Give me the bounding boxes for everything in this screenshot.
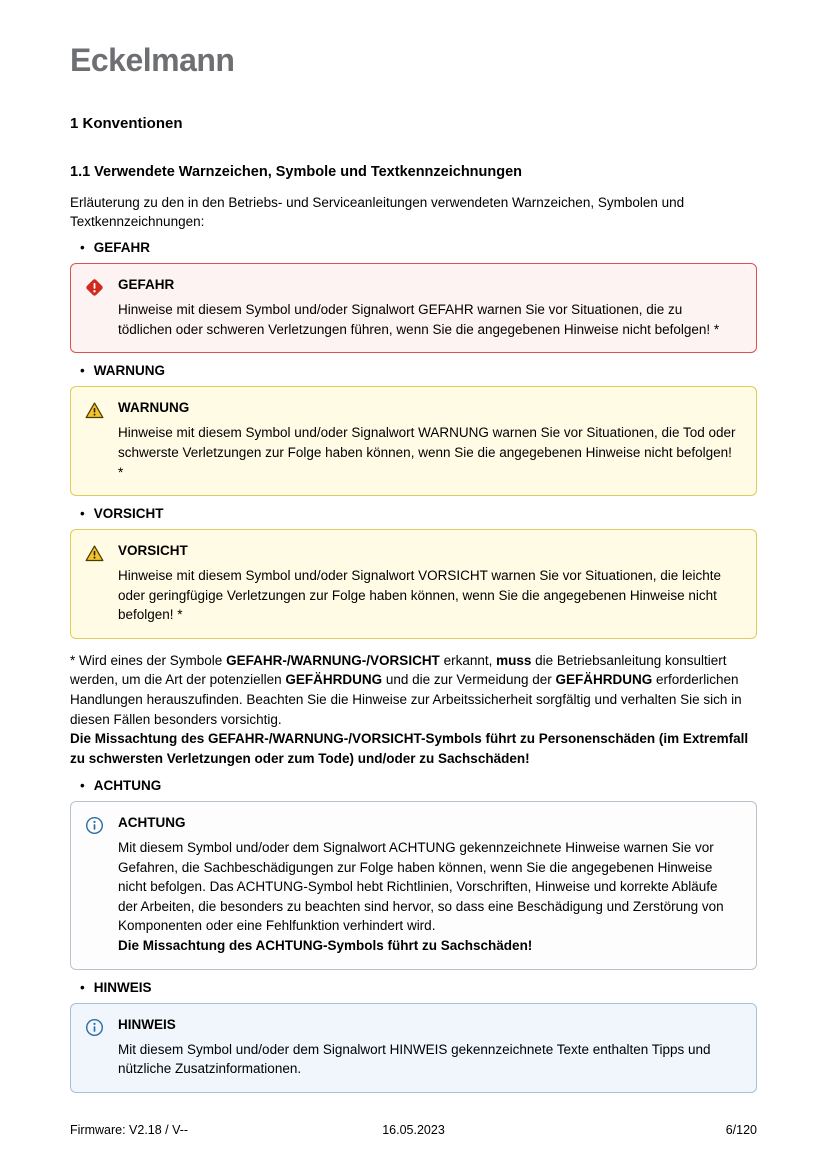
eckelmann-logo: Eckelmann (70, 42, 235, 78)
danger-diamond-icon (85, 277, 105, 339)
footer-page-number: 6/120 (725, 1123, 757, 1137)
warnung-callout (70, 386, 757, 496)
intro-paragraph: Erläuterung zu den in den Betriebs- und Serviceanleitungen verwendeten Warnzeichen, Symbolen und Textkennzeichnungen: (70, 195, 685, 230)
footnote-segment: GEFAHR-/WARNUNG-/VORSICHT (226, 652, 440, 668)
chapter-heading: 1 Konventionen (70, 115, 183, 132)
bullet-item-warnung (80, 363, 757, 378)
footnote-segment: muss (496, 652, 532, 668)
callout-title: WARNUNG (118, 400, 190, 416)
callout-title: HINWEIS (118, 1016, 176, 1032)
callout-body: Hinweise mit diesem Symbol und/oder Signalwort GEFAHR warnen Sie vor Situationen, die zu tödlichen oder schweren Verletzungen führen, wenn Sie die angegebenen Hinweise nicht befolgen! * (118, 302, 720, 337)
section-heading: 1.1 Verwendete Warnzeichen, Symbole und Textkennzeichnungen (70, 164, 523, 180)
footnote-segment: erforderlichen Handlungen herauszufinden. Beachten Sie die Hinweise zur Arbeitssicherheit sorgfältig und verhalten Sie sich in diesen Fällen besonders vorsichtig. (70, 672, 742, 727)
callout-content (118, 1017, 740, 1079)
callout-title: ACHTUNG (118, 815, 186, 831)
footnote-segment: GEFÄHRDUNG (555, 672, 653, 688)
footnote-segment: erkannt, (439, 652, 497, 668)
footnote-segment: und die zur Vermeidung der (382, 672, 556, 688)
bullet-item-vorsicht (80, 506, 757, 521)
callout-body-bold: Die Missachtung des ACHTUNG-Symbols führt zu Sachschäden! (118, 938, 533, 953)
callout-content (118, 277, 740, 339)
callout-body: Mit diesem Symbol und/oder dem Signalwort ACHTUNG gekennzeichnete Hinweise warnen Sie vor Gefahren, die Sachbeschädigungen zur Folge haben können, wenn Sie die angegebenen Hinweise nicht befolgen. Das ACHTUNG-Symbol hebt Richtlinien, Vorschriften, Hinweise und korrekte Abläufe der Arbeiten, die besonders zu beachten sind hervor, so dass eine Beschädigung und Zerstörung von Komponenten oder eine Fehlfunktion verhindert wird. (118, 840, 724, 934)
footnote-segment: die Betriebsanleitung konsultiert werden, um die Art der potenziellen (70, 652, 727, 688)
footnote-segment: * Wird eines der Symbole (70, 652, 227, 668)
callout-body: Mit diesem Symbol und/oder dem Signalwort HINWEIS gekennzeichnete Texte enthalten Tipps und nützliche Zusatzinformationen. (118, 1041, 711, 1077)
achtung-callout (70, 801, 757, 969)
callout-title: VORSICHT (118, 543, 188, 559)
vorsicht-callout (70, 529, 757, 639)
gefahr-callout (70, 263, 757, 353)
bullet-item-gefahr (80, 240, 757, 255)
bullet-label: • ACHTUNG (93, 778, 162, 794)
callout-content (118, 400, 740, 482)
bullet-label: • WARNUNG (93, 363, 165, 379)
info-circle-icon (85, 815, 105, 955)
callout-content (118, 815, 740, 955)
footnote-block (70, 651, 757, 768)
callout-title: GEFAHR (118, 277, 175, 293)
callout-content (118, 543, 740, 625)
page-footer (70, 1123, 757, 1139)
footnote-segment: GEFÄHRDUNG (285, 672, 383, 688)
footnote-paragraph (70, 651, 757, 729)
footnote-bold-paragraph: Die Missachtung des GEFAHR-/WARNUNG-/VORSICHT-Symbols führt zu Personenschäden (im Extremfall zu schwersten Verletzungen oder zum Tode) und/oder zu Sachschäden! (70, 731, 749, 766)
warning-triangle-icon (85, 543, 105, 625)
footer-date: 16.05.2023 (382, 1123, 445, 1137)
bullet-item-hinweis (80, 980, 757, 995)
callout-body: Hinweise mit diesem Symbol und/oder Signalwort VORSICHT warnen Sie vor Situationen, die leichte oder geringfügige Verletzungen zur Folge haben können, wenn Sie die angegebenen Hinweise nicht befolgen! * (118, 568, 722, 623)
bullet-item-achtung (80, 778, 757, 793)
footer-firmware: Firmware: V2.18 / V-- (70, 1123, 189, 1137)
warning-triangle-icon (85, 400, 105, 482)
callout-body: Hinweise mit diesem Symbol und/oder Signalwort WARNUNG warnen Sie vor Situationen, die Tod oder schwerste Verletzungen zur Folge haben können, wenn Sie die angegebenen Hinweise nicht befolgen! * (118, 425, 736, 480)
bullet-label: • HINWEIS (93, 979, 152, 995)
hinweis-callout (70, 1003, 757, 1093)
bullet-label: • GEFAHR (93, 240, 150, 256)
bullet-label: • VORSICHT (93, 506, 164, 522)
info-circle-icon (85, 1017, 105, 1079)
